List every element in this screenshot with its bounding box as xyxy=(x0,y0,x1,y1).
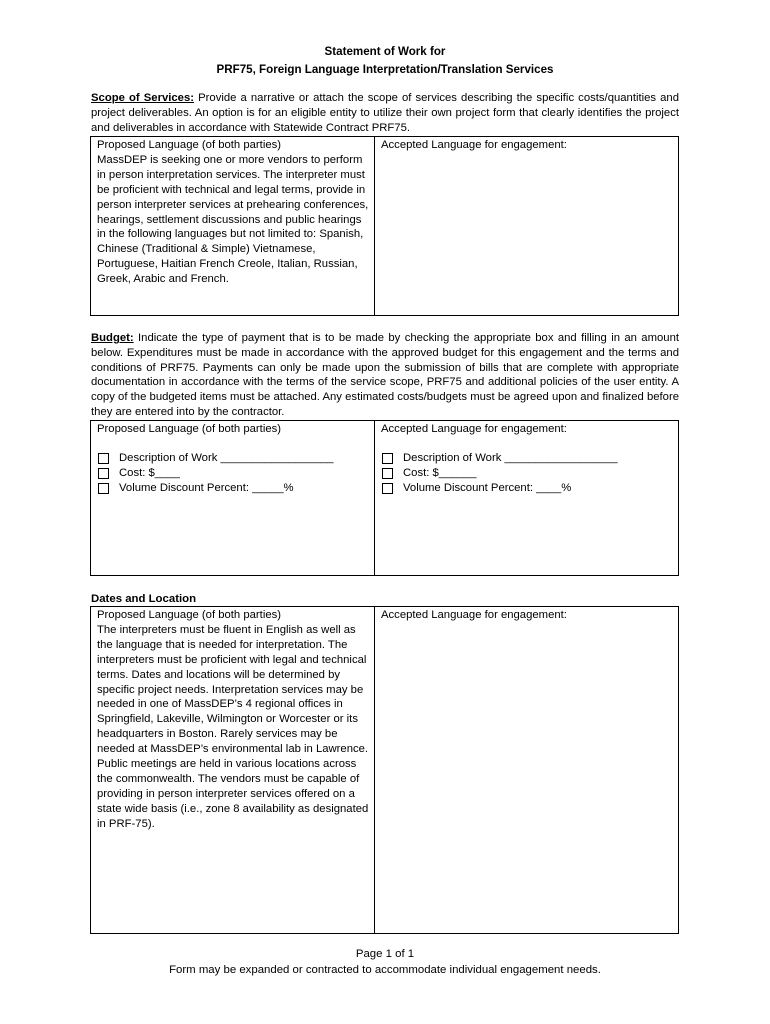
scope-proposed-heading: Proposed Language (of both parties) xyxy=(97,139,282,151)
description-checkbox[interactable] xyxy=(98,453,109,464)
budget-paragraph xyxy=(91,331,679,420)
scope-accepted-heading: Accepted Language for engagement: xyxy=(381,139,567,151)
dates-table xyxy=(90,606,679,934)
budget-accepted-cost-item: Cost: $______ xyxy=(381,466,673,481)
page-number: Page 1 of 1 xyxy=(355,948,415,960)
dates-accepted-heading: Accepted Language for engagement: xyxy=(381,609,567,621)
budget-proposed-cost-item: Cost: $____ xyxy=(97,466,369,481)
scope-table xyxy=(90,136,679,316)
budget-proposed-heading: Proposed Language (of both parties) xyxy=(97,423,282,435)
budget-accepted-description-item: Description of Work __________________ xyxy=(381,451,673,466)
budget-proposed-discount-item: Volume Discount Percent: _____% xyxy=(97,481,369,496)
budget-table xyxy=(90,420,679,576)
budget-proposed-description-item: Description of Work __________________ xyxy=(97,451,369,466)
scope-heading: Scope of Services: xyxy=(91,92,195,104)
cost-checkbox[interactable] xyxy=(98,468,109,479)
dates-proposed-text: The interpreters must be fluent in English as well as the language that is needed for interpretation. The interpreters must be proficient with legal and technical terms. Dates and locations will be determined by specific project needs. Interpretation services may be needed in one of MassDEP’s 4 regional offices in Springfield, Lakeville, Wilmington or Worcester or its headquarters in Boston. Rarely services may be needed at MassDEP’s environmental lab in Lawrence. Public meetings are held in various locations across the commonwealth. The vendors must be capable of providing in person interpreter services offered on a state wide basis (i.e., zone 8 availability as designated in PRF-75). xyxy=(97,623,369,830)
budget-accepted-cell xyxy=(375,421,678,575)
discount-checkbox[interactable] xyxy=(98,483,109,494)
scope-text: Provide a narrative or attach the scope of services describing the specific costs/quantities and project deliverables. An option is for an eligible entity to utilize their own project form that clearly identifies the project and deliverables in accordance with Statewide Contract PRF75. xyxy=(91,92,679,134)
budget-accepted-heading: Accepted Language for engagement: xyxy=(381,423,567,435)
scope-paragraph xyxy=(91,91,679,135)
budget-heading: Budget: xyxy=(91,332,134,344)
dates-proposed-heading: Proposed Language (of both parties) xyxy=(97,609,282,621)
budget-proposed-cell xyxy=(91,421,375,575)
scope-proposed-text: MassDEP is seeking one or more vendors to perform in person interpretation services. The interpreter must be proficient with technical and legal terms, provide in person interpreter services at prehearing conferences, hearings, settlement discussions and public hearings in the following languages but not limited to: Spanish, Chinese (Traditional & Simple) Vietnamese, Portuguese, Haitian French Creole, Italian, Russian, Greek, Arabic and French. xyxy=(97,153,369,286)
footer-note: Form may be expanded or contracted to accommodate individual engagement needs. xyxy=(169,964,601,976)
cost-checkbox[interactable] xyxy=(382,468,393,479)
scope-proposed-cell[interactable] xyxy=(91,137,375,315)
dates-accepted-cell[interactable] xyxy=(375,607,678,933)
budget-accepted-discount-item: Volume Discount Percent: ____% xyxy=(381,481,673,496)
dates-heading: Dates and Location xyxy=(91,593,197,605)
scope-accepted-cell[interactable] xyxy=(375,137,678,315)
discount-checkbox[interactable] xyxy=(382,483,393,494)
description-checkbox[interactable] xyxy=(382,453,393,464)
budget-text: Indicate the type of payment that is to be made by checking the appropriate box and filling in an amount below. Expenditures must be made in accordance with the approved budget for this engagement and the terms and conditions of PRF75. Payments can only be made upon the submission of bills that are complete with appropriate documentation in accordance with the terms of the service scope, PRF75 and additional policies of the user entity. A copy of the budgeted items must be attached. Any estimated costs/budgets must be agreed upon and finalized before they are entered into by the contractor. xyxy=(91,332,679,418)
document-subtitle: PRF75, Foreign Language Interpretation/Translation Services xyxy=(216,63,554,76)
dates-proposed-cell[interactable] xyxy=(91,607,375,933)
document-title: Statement of Work for xyxy=(324,45,446,58)
